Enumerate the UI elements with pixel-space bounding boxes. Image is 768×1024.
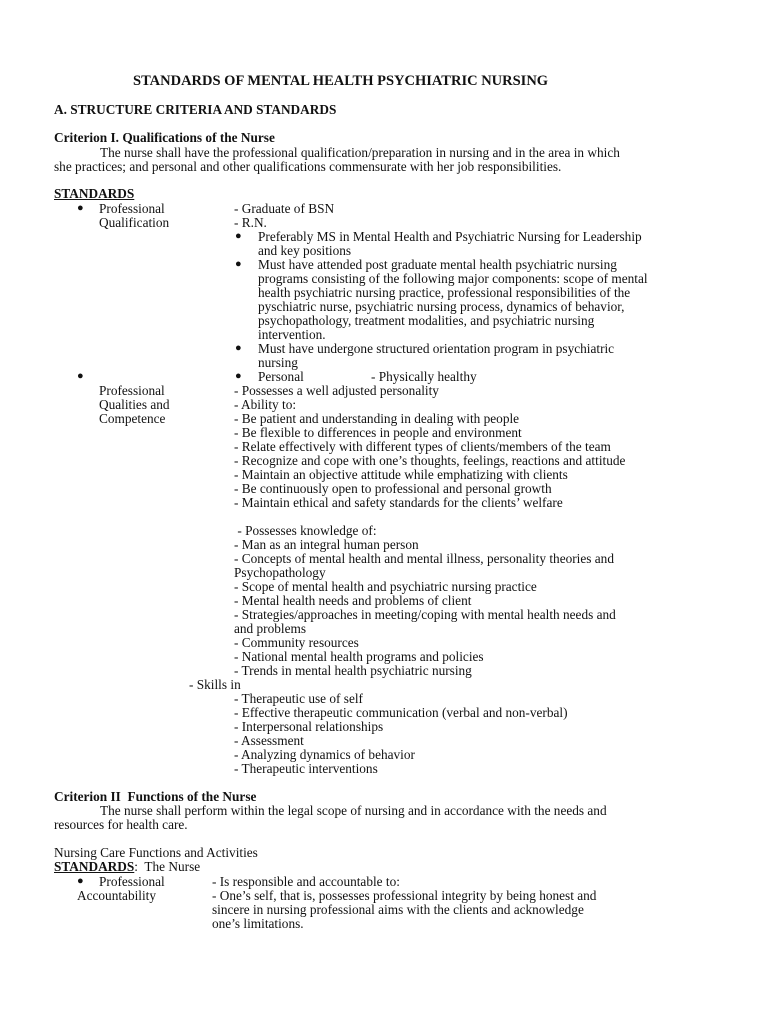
accountability-label: Accountability — [77, 888, 157, 903]
knowledge-line: - Man as an integral human person — [234, 537, 419, 552]
skill-line: - Therapeutic interventions — [234, 761, 378, 776]
knowledge-line: - Mental health needs and problems of client — [234, 593, 472, 608]
criterion-2-para-line: The nurse shall perform within the legal scope of nursing and in accordance with the needs and — [100, 803, 607, 818]
bullet-icon: ● — [235, 258, 242, 270]
criterion-1-heading: Criterion I. Qualifications of the Nurse — [54, 130, 275, 145]
skill-line: - Therapeutic use of self — [234, 691, 363, 706]
knowledge-line: - Strategies/approaches in meeting/coping with mental health needs and — [234, 607, 616, 622]
accountability-label: Professional — [99, 874, 165, 889]
criterion-1-para-line: she practices; and personal and other qualifications commensurate with her job responsibilities. — [54, 159, 562, 174]
section-a-heading: A. STRUCTURE CRITERIA AND STANDARDS — [54, 102, 337, 117]
standards-2-label: STANDARDS — [54, 859, 135, 874]
accountability-line: one’s limitations. — [212, 916, 304, 931]
prof-qual-label: Professional — [99, 201, 165, 216]
nursing-care-heading: Nursing Care Functions and Activities — [54, 845, 258, 860]
skill-line: - Interpersonal relationships — [234, 719, 384, 734]
knowledge-line: - Community resources — [234, 635, 359, 650]
accountability-line: sincere in nursing professional aims with the clients and acknowledge — [212, 902, 584, 917]
bullet-icon: ● — [235, 342, 242, 354]
knowledge-line: - National mental health programs and policies — [234, 649, 484, 664]
skill-line: - Effective therapeutic communication (verbal and non-verbal) — [234, 705, 568, 720]
document-title: STANDARDS OF MENTAL HEALTH PSYCHIATRIC NURSING — [133, 73, 549, 89]
standards-heading: STANDARDS — [54, 186, 135, 201]
prof-qual-bullet-line: nursing — [258, 355, 298, 370]
accountability-line: - Is responsible and accountable to: — [212, 874, 400, 889]
knowledge-line: - Possesses knowledge of: — [234, 523, 377, 538]
bullet-icon: ● — [235, 370, 242, 382]
knowledge-line: - Concepts of mental health and mental illness, personality theories and — [234, 551, 614, 566]
prof-qual-bullet-line: Preferably MS in Mental Health and Psychiatric Nursing for Leadership — [258, 229, 642, 244]
criterion-2-para-line: resources for health care. — [54, 817, 188, 832]
standards-2-rest: : The Nurse — [134, 859, 201, 874]
prof-qual-bullet-line: and key positions — [258, 243, 352, 258]
prof-qual-bullet-line: Must have attended post graduate mental health psychiatric nursing — [258, 257, 617, 272]
quality-line: - Possesses a well adjusted personality — [234, 383, 439, 398]
quality-line: - Relate effectively with different types of clients/members of the team — [234, 439, 611, 454]
prof-qual-bullet-line: pyschiatric nurse, psychiatric nursing process, dynamics of behavior, — [258, 299, 625, 314]
prof-qualities-label: Qualities and — [99, 397, 170, 412]
quality-line: - Maintain ethical and safety standards for the clients’ welfare — [234, 495, 563, 510]
knowledge-line: - Scope of mental health and psychiatric nursing practice — [234, 579, 537, 594]
prof-qualities-label: Professional — [99, 383, 165, 398]
knowledge-line: - Trends in mental health psychiatric nursing — [234, 663, 472, 678]
quality-line: - Be flexible to differences in people and environment — [234, 425, 522, 440]
quality-line: - Ability to: — [234, 397, 297, 412]
criterion-2-heading: Criterion II Functions of the Nurse — [54, 789, 257, 804]
prof-qual-bullet-line: Must have undergone structured orientation program in psychiatric — [258, 341, 615, 356]
quality-line: - Be continuously open to professional and personal growth — [234, 481, 552, 496]
prof-qual-item: - R.N. — [234, 215, 267, 230]
prof-qual-item: - Graduate of BSN — [234, 201, 335, 216]
skill-line: - Analyzing dynamics of behavior — [234, 747, 415, 762]
quality-line: - Maintain an objective attitude while emphatizing with clients — [234, 467, 568, 482]
quality-line: - Be patient and understanding in dealing with people — [234, 411, 520, 426]
knowledge-line: and problems — [234, 621, 307, 636]
prof-qual-bullet-line: programs consisting of the following major components: scope of mental — [258, 271, 648, 286]
criterion-1-para-line: The nurse shall have the professional qualification/preparation in nursing and in the area in which — [100, 145, 620, 160]
skill-line: - Assessment — [234, 733, 304, 748]
prof-qual-bullet-line: intervention. — [258, 327, 326, 342]
skills-label: - Skills in — [189, 677, 241, 692]
quality-line: - Recognize and cope with one’s thoughts, feelings, reactions and attitude — [234, 453, 626, 468]
bullet-icon: ● — [77, 370, 84, 382]
physically-healthy: - Physically healthy — [371, 369, 477, 384]
prof-qual-bullet-line: psychopathology, treatment modalities, and psychiatric nursing — [258, 313, 595, 328]
personal-label: Personal — [258, 369, 304, 384]
bullet-icon: ● — [235, 230, 242, 242]
accountability-line: - One’s self, that is, possesses professional integrity by being honest and — [212, 888, 597, 903]
knowledge-line: Psychopathology — [234, 565, 326, 580]
standards-2-heading — [54, 860, 200, 874]
prof-qual-bullet-line: health psychiatric nursing practice, professional responsibilities of the — [258, 285, 631, 300]
prof-qualities-label: Competence — [99, 411, 166, 426]
bullet-icon: ● — [77, 202, 84, 214]
prof-qual-label: Qualification — [99, 215, 170, 230]
bullet-icon: ● — [77, 875, 84, 887]
